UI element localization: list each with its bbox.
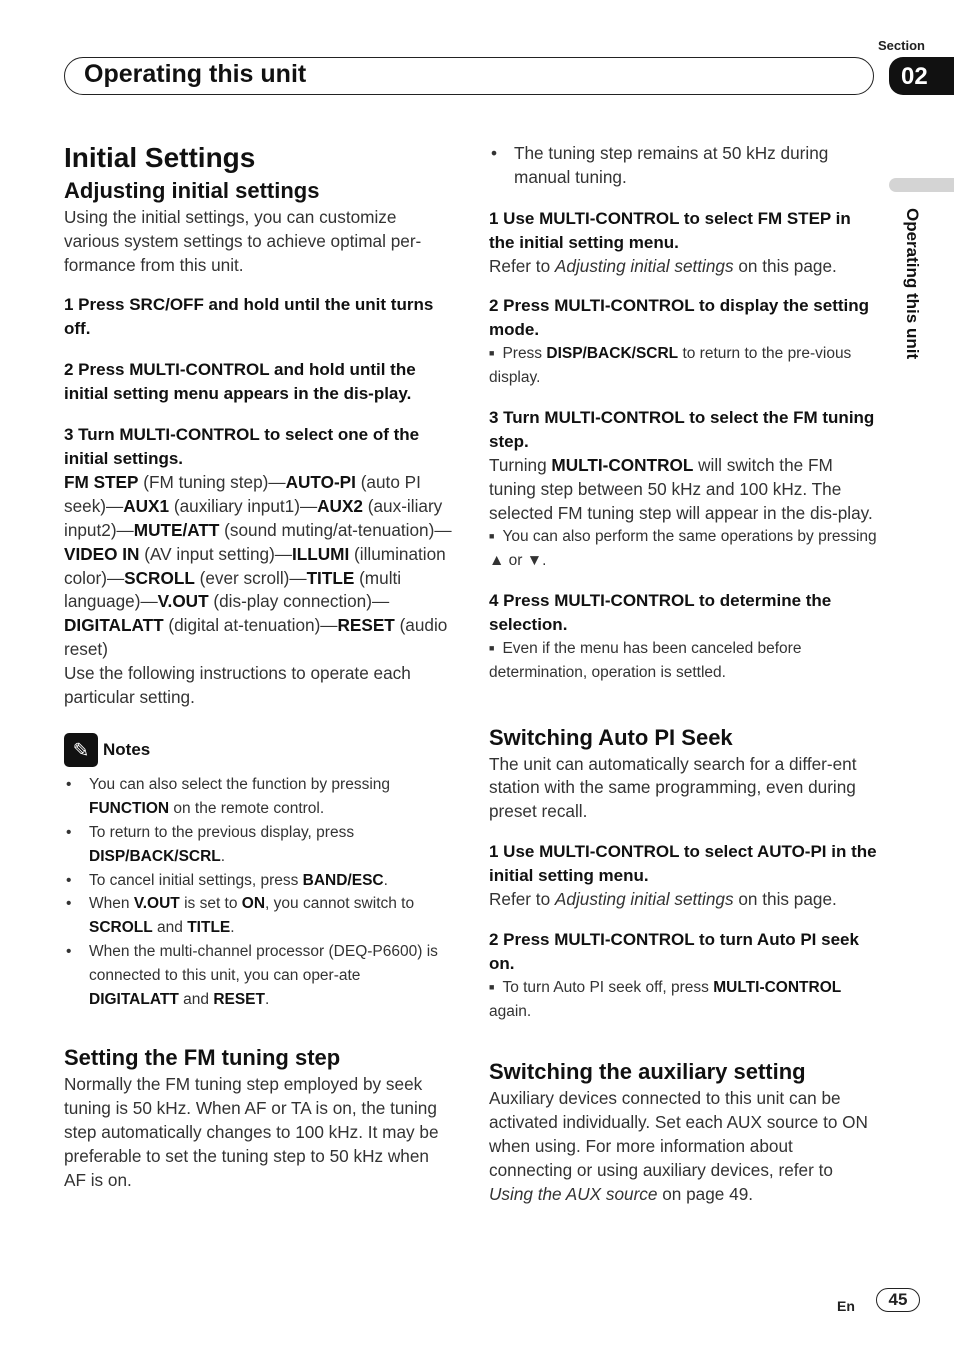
note-item: • To cancel initial settings, press BAND/ESC. [66, 871, 388, 889]
fm-step-4-note: ■ Even if the menu has been canceled before determination, operation is settled. [489, 639, 802, 681]
page-title: Initial Settings [64, 142, 256, 173]
right-column [489, 140, 877, 1206]
section-number-badge: 02 [889, 57, 954, 95]
intro-paragraph: Using the initial settings, you can customize various system settings to achieve optimal per-formance from this unit. [64, 207, 422, 275]
note-item: • You can also select the function by pressing FUNCTION on the remote control. [66, 776, 391, 818]
use-following-paragraph: Use the following instructions to operate each particular setting. [64, 662, 411, 707]
bullet-top: • The tuning step remains at 50 kHz during manual tuning. [491, 143, 829, 187]
note-item: • When V.OUT is set to ON, you cannot switch to SCROLL and TITLE. [66, 895, 415, 937]
side-tab [889, 178, 954, 192]
heading-auxiliary: Switching the auxiliary setting [489, 1059, 806, 1085]
left-column [64, 140, 452, 1192]
refer-line: Refer to Adjusting initial settings on this page. [489, 888, 837, 909]
notes-label: Notes [103, 740, 151, 760]
fm-step-3-body: Turning MULTI-CONTROL will switch the FM tuning step between 50 kHz and 100 kHz. The selected FM tuning step will appear in the dis-play. [489, 454, 873, 523]
note-item: • When the multi-channel processor (DEQ-P6600) is connected to this unit, you can oper-ate DIGITALATT and RESET. [66, 942, 438, 1008]
fm-step-3: 3 Turn MULTI-CONTROL to select the FM tuning step. [489, 407, 875, 451]
auto-pi-step-2: 2 Press MULTI-CONTROL to turn Auto PI seek on. [489, 929, 859, 973]
fm-step-2: 2 Press MULTI-CONTROL to display the setting mode. [489, 296, 870, 340]
fm-step-2-note: ■ Press DISP/BACK/SCRL to return to the pre-vious display. [489, 345, 852, 387]
step-3: 3 Turn MULTI-CONTROL to select one of the initial settings. [64, 425, 420, 469]
page-number: 45 [876, 1288, 920, 1312]
note-item: • To return to the previous display, press DISP/BACK/SCRL. [66, 823, 355, 865]
header-title: Operating this unit [84, 60, 307, 88]
fm-step-1: 1 Use MULTI-CONTROL to select FM STEP in the initial setting menu. [489, 208, 851, 252]
heading-adjusting: Adjusting initial settings [64, 178, 320, 203]
auto-pi-paragraph: The unit can automatically search for a differ-ent station with the same programming, even during preset recall. [489, 753, 857, 822]
step-2: 2 Press MULTI-CONTROL and hold until the initial setting menu appears in the dis-play. [64, 360, 416, 404]
auto-pi-note: ■ To turn Auto PI seek off, press MULTI-CONTROL again. [489, 978, 842, 1020]
notes-list [64, 773, 452, 1011]
auxiliary-paragraph: Auxiliary devices connected to this unit can be activated individually. Set each AUX source to ON when using. For more information about connecting or using auxiliary devices, refer to Using the AUX source on page 49. [489, 1088, 868, 1204]
heading-fm-step: Setting the FM tuning step [64, 1045, 341, 1071]
fm-step-3-note: ■ You can also perform the same operations by pressing ▲ or ▼. [489, 528, 877, 570]
heading-auto-pi: Switching Auto PI Seek [489, 724, 733, 750]
settings-list: FM STEP (FM tuning step)—AUTO-PI (auto PI seek)—AUX1 (auxiliary input1)—AUX2 (aux-iliary input2)—MUTE/ATT (sound muting/at-tenuation)—VIDEO IN (AV input setting)—ILLUMI (illumination color)—SCROLL (ever scroll)—TITLE (multi language)—V.OUT (dis-play connection)—DIGITALATT (digital at-tenuation)—RESET (audio reset) [64, 472, 452, 659]
pencil-icon: ✎ [64, 733, 98, 767]
fm-step-4: 4 Press MULTI-CONTROL to determine the selection. [489, 590, 832, 634]
side-tab-text: Operating this unit [903, 208, 922, 360]
fm-step-paragraph: Normally the FM tuning step employed by seek tuning is 50 kHz. When AF or TA is on, the tuning step automatically changes to 100 kHz. It may be preferable to set the tuning step to 50 kHz when AF is on. [64, 1074, 439, 1190]
step-1: 1 Press SRC/OFF and hold until the unit turns off. [64, 295, 434, 339]
section-label: Section [878, 38, 925, 53]
auto-pi-step-1: 1 Use MULTI-CONTROL to select AUTO-PI in the initial setting menu. [489, 841, 877, 885]
page-language: En [837, 1298, 855, 1314]
notes-header [64, 733, 452, 767]
refer-line: Refer to Adjusting initial settings on this page. [489, 255, 837, 276]
